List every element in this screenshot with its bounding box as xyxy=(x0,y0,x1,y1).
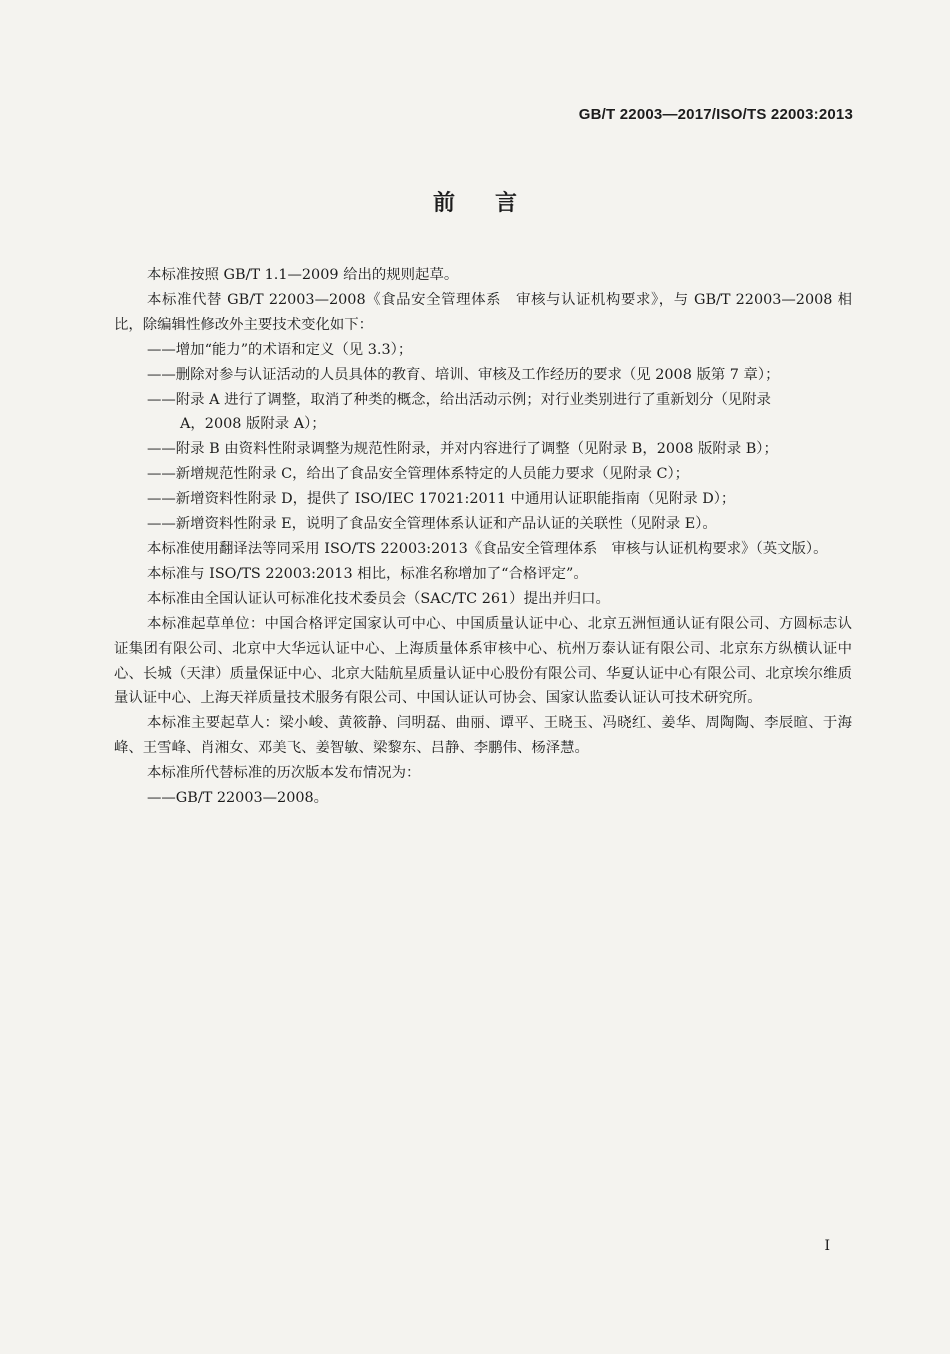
standard-number-header: GB/T 22003—2017/ISO/TS 22003:2013 xyxy=(578,106,853,123)
paragraph-drafting-units: 本标准起草单位：中国合格评定国家认可中心、中国质量认证中心、北京五洲恒通认证有限公司、方圆标志认证集团有限公司、北京中大华远认证中心、上海质量体系审核中心、杭州万泰认证有限公司、北京东方纵横认证中心、长城（天津）质量保证中心、北京大陆航星质量认证中心股份有限公司、华夏认证中心有限公司、北京埃尔维质量认证中心、上海天祥质量技术服务有限公司、中国认证认可协会、国家认监委认证认可技术研究所。 xyxy=(114,615,852,707)
change-item: ——附录 B 由资料性附录调整为规范性附录，并对内容进行了调整（见附录 B，2008 版附录 B）； xyxy=(147,441,778,458)
paragraph-title-difference: 本标准与 ISO/TS 22003:2013 相比，标准名称增加了“合格评定”。 xyxy=(147,565,588,582)
change-item xyxy=(114,388,852,438)
change-item-text: ——附录 A 进行了调整，取消了种类的概念，给出活动示例；对行业类别进行了重新划分（见附录 xyxy=(147,391,771,408)
paragraph-drafting-rules: 本标准按照 GB/T 1.1—2009 给出的规则起草。 xyxy=(147,267,459,283)
change-item: ——新增资料性附录 D，提供了 ISO/IEC 17021:2011 中通用认证职能指南（见附录 D）； xyxy=(147,491,736,508)
change-item-continuation: A，2008 版附录 A）； xyxy=(180,416,326,433)
page-number: I xyxy=(824,1238,830,1254)
page-title: 前言 xyxy=(432,191,557,216)
paragraph-proposer: 本标准由全国认证认可标准化技术委员会（SAC/TC 261）提出并归口。 xyxy=(147,590,610,607)
change-item: ——新增规范性附录 C，给出了食品安全管理体系特定的人员能力要求（见附录 C）； xyxy=(147,466,690,483)
paragraph-version-history: 本标准所代替标准的历次版本发布情况为： xyxy=(147,765,421,782)
change-item: ——增加“能力”的术语和定义（见 3.3）； xyxy=(147,341,413,358)
paragraph-translation-method: 本标准使用翻译法等同采用 ISO/TS 22003:2013《食品安全管理体系 审核与认证机构要求》（英文版）。 xyxy=(147,540,828,557)
version-item: ——GB/T 22003—2008。 xyxy=(147,790,329,807)
paragraph-drafters: 本标准主要起草人：梁小峻、黄筱静、闫明磊、曲丽、谭平、王晓玉、冯晓红、姜华、周陶陶、李辰暄、于海峰、王雪峰、肖湘女、邓美飞、姜智敏、梁黎东、吕静、李鹏伟、杨泽慧。 xyxy=(114,715,852,757)
foreword-body xyxy=(114,263,852,811)
change-item: ——删除对参与认证活动的人员具体的教育、培训、审核及工作经历的要求（见 2008 版第 7 章）； xyxy=(147,366,780,383)
paragraph-replacement: 本标准代替 GB/T 22003—2008《食品安全管理体系 审核与认证机构要求》，与 GB/T 22003—2008 相比，除编辑性修改外主要技术变化如下： xyxy=(114,291,852,333)
change-item: ——新增资料性附录 E，说明了食品安全管理体系认证和产品认证的关联性（见附录 E）。 xyxy=(147,516,717,533)
